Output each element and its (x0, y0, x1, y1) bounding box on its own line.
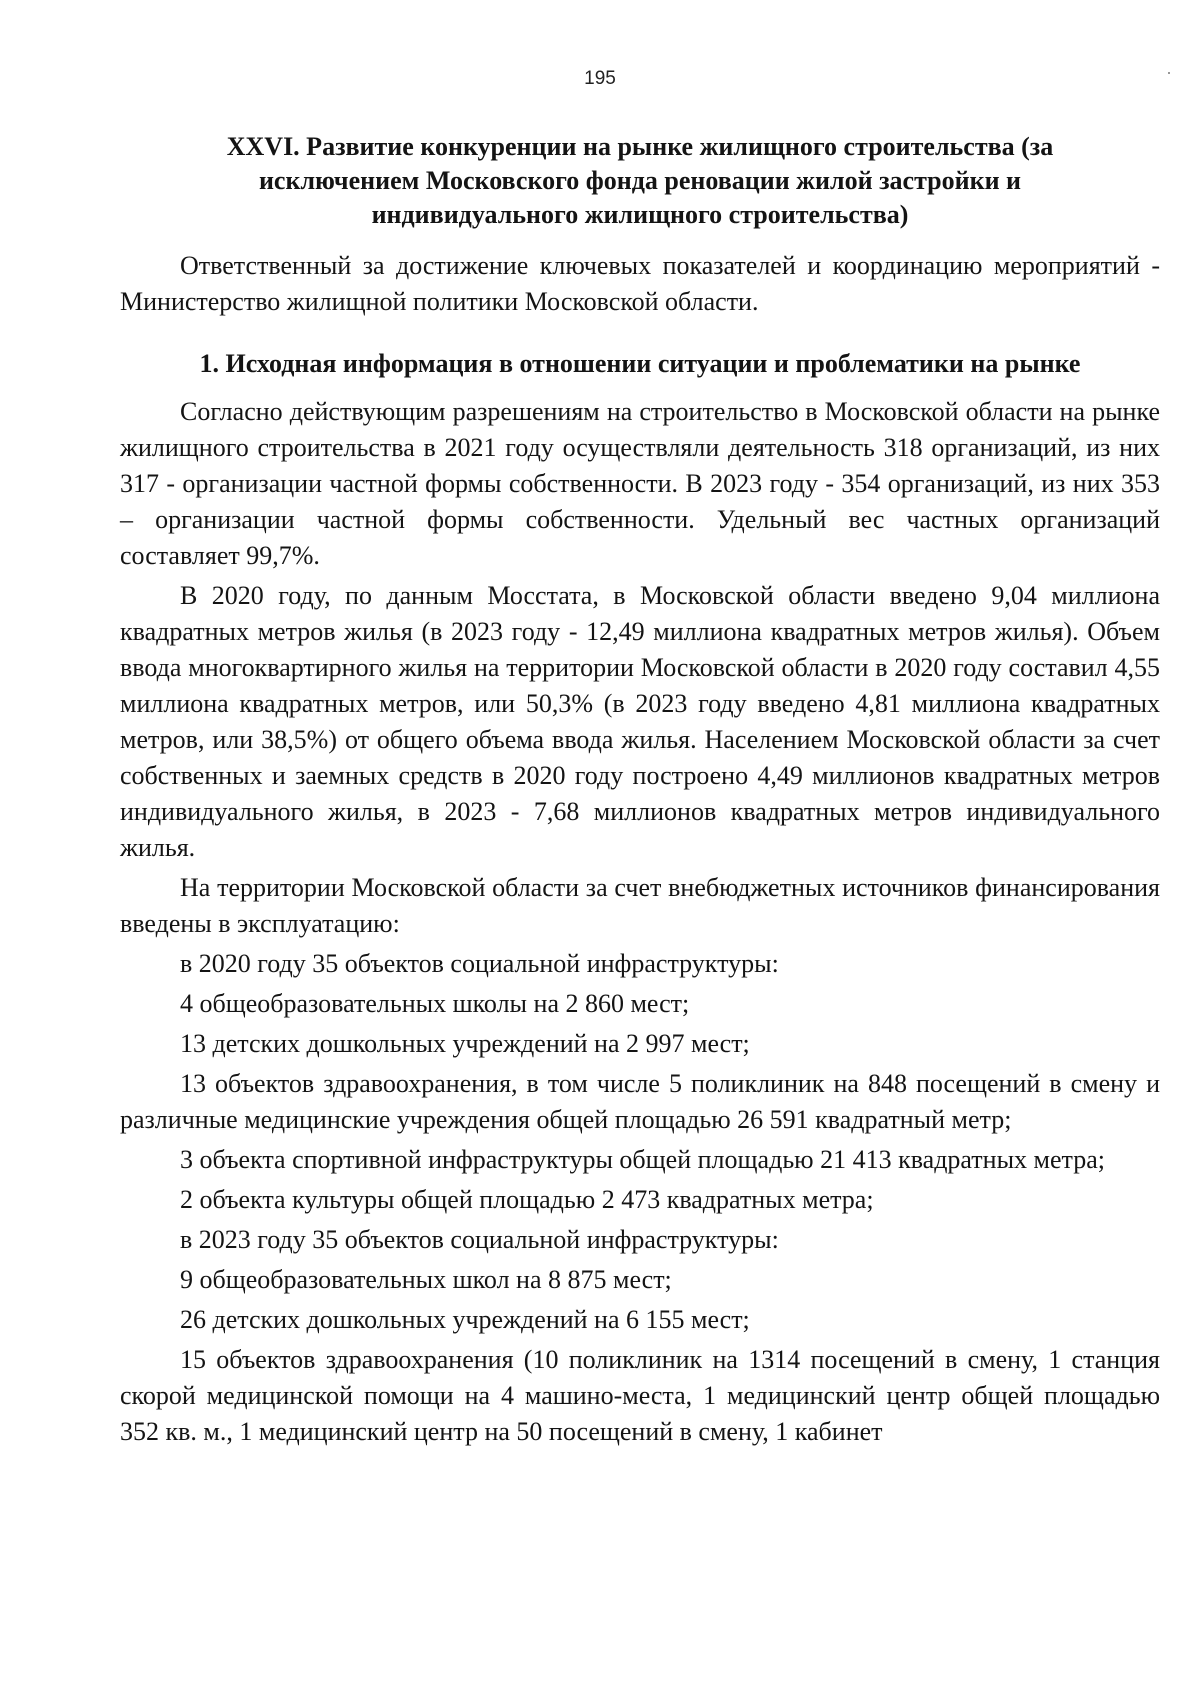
list-item: 4 общеобразовательных школы на 2 860 мест; (180, 989, 690, 1018)
paragraph: На территории Московской области за счет внебюджетных источников финансирования введены в эксплуатацию: (120, 873, 1160, 938)
responsible-paragraph: Ответственный за достижение ключевых показателей и координацию мероприятий - Министерство жилищной политики Московской области. (120, 251, 1160, 316)
document-body (120, 130, 1160, 1450)
list-item: 3 объекта спортивной инфраструктуры общей площадью 21 413 квадратных метра; (180, 1145, 1105, 1174)
list-item: в 2023 году 35 объектов социальной инфраструктуры: (180, 1225, 779, 1254)
list-item: в 2020 году 35 объектов социальной инфраструктуры: (180, 949, 779, 978)
chapter-title-line: XXVI. Развитие конкуренции на рынке жилищного строительства (за (226, 132, 1054, 161)
list-item: 9 общеобразовательных школ на 8 875 мест; (180, 1265, 672, 1294)
paragraph: В 2020 году, по данным Мосстата, в Московской области введено 9,04 миллиона квадратных метров жилья (в 2023 году - 12,49 миллиона квадратных метров жилья). Объем ввода многоквартирного жилья на территории Московской области в 2020 году составил 4,55 миллиона квадратных метров, или 50,3% (в 2023 году введено 4,81 миллиона квадратных метров, или 38,5%) от общего объема ввода жилья. Населением Московской области за счет собственных и заемных средств в 2020 году построено 4,49 миллионов квадратных метров индивидуального жилья, в 2023 - 7,68 миллионов квадратных метров индивидуального жилья. (120, 581, 1160, 862)
list-item: 26 детских дошкольных учреждений на 6 155 мест; (180, 1305, 750, 1334)
paragraph: Согласно действующим разрешениям на строительство в Московской области на рынке жилищного строительства в 2021 году осуществляли деятельность 318 организаций, из них 317 - организации частной формы собственности. В 2023 году - 354 организаций, из них 353 – организации частной формы собственности. Удельный вес частных организаций составляет 99,7%. (120, 397, 1160, 570)
list-item: 13 объектов здравоохранения, в том числе 5 поликлиник на 848 посещений в смену и различные медицинские учреждения общей площадью 26 591 квадратный метр; (120, 1069, 1160, 1134)
chapter-title-line: индивидуального жилищного строительства) (371, 200, 909, 229)
section-heading: 1. Исходная информация в отношении ситуации и проблематики на рынке (199, 349, 1081, 378)
chapter-title-line: исключением Московского фонда реновации жилой застройки и (258, 166, 1022, 195)
list-item: 2 объекта культуры общей площадью 2 473 квадратных метра; (180, 1185, 874, 1214)
scan-speck (1168, 72, 1170, 74)
chapter-title (120, 130, 1160, 232)
list-item: 15 объектов здравоохранения (10 поликлиник на 1314 посещений в смену, 1 станция скорой медицинской помощи на 4 машино-места, 1 медицинский центр общей площадью 352 кв. м., 1 медицинский центр на 50 посещений в смену, 1 кабинет (120, 1345, 1160, 1446)
list-item: 13 детских дошкольных учреждений на 2 997 мест; (180, 1029, 750, 1058)
page-number: 195 (584, 68, 616, 89)
